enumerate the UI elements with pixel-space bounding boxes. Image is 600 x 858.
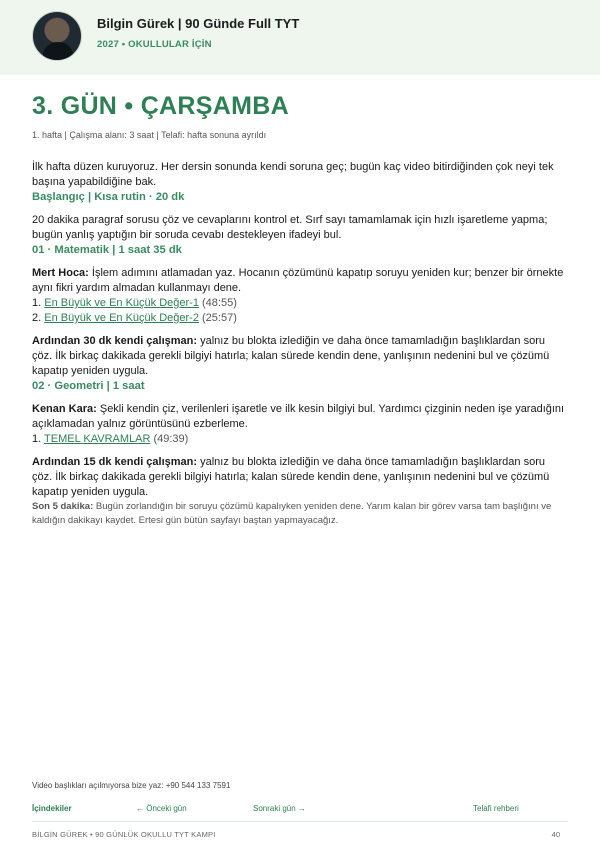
video-number: 2. [32,312,42,324]
video-number: 1. [32,297,42,309]
brand-title: Bilgin Gürek | 90 Günde Full TYT [97,16,300,31]
video-list-matematik [32,296,568,326]
footer-divider [32,821,568,822]
teacher-name: Kenan Kara: [32,403,97,415]
contact-note: Video başlıkları açılmıyorsa bize yaz: +90 544 133 7591 [32,781,231,790]
video-number: 1. [32,433,42,445]
day-meta: 1. hafta | Çalışma alanı: 3 saat | Telafi: hafta sonuna ayrıldı [32,130,267,140]
day-content [32,160,568,528]
self-study-note-geometri [32,455,568,500]
teacher-note-matematik [32,266,568,296]
page-navigation [32,804,568,816]
next-day-link[interactable]: Sonraki gün → [253,804,306,813]
video-item [32,296,568,311]
self-study-label: Ardından 30 dk kendi çalışman: [32,335,198,347]
video-link[interactable]: En Büyük ve En Küçük Değer-2 [44,312,199,324]
warmup-heading: Başlangıç | Kısa rutin · 20 dk [32,191,185,203]
warmup-text: 20 dakika paragraf sorusu çöz ve cevaplarını kontrol et. Sırf sayı tamamlamak için hızlı işaretleme yapma; bugün yanlış yaptığın bir soruda cevabı destekleyen ifadeyi bul. [32,214,548,241]
video-item [32,432,568,447]
teacher-name: Mert Hoca: [32,267,89,279]
self-study-label: Ardından 15 dk kendi çalışman: [32,456,198,468]
video-link[interactable]: TEMEL KAVRAMLAR [44,433,151,445]
page-header [0,0,600,75]
footer-title: BİLGİN GÜREK • 90 GÜNLÜK OKULLU TYT KAMPI [32,830,216,839]
teacher-note-geometri [32,402,568,432]
video-duration: (49:39) [153,433,189,445]
author-avatar [32,11,82,61]
last-five-text: Bugün zorlandığın bir soruyu çözümü kapalıyken yeniden dene. Yarım kalan bir görev varsa tam başlığını ve kaldığın dakikayı kaydet. Ertesi gün bütün sayfayı baştan yapmayacağız. [32,501,552,526]
section-heading-matematik: 01 · Matematik | 1 saat 35 dk [32,244,182,256]
last-five-minutes-note [32,500,568,528]
video-duration: (25:57) [202,312,237,324]
toc-link[interactable]: İçindekiler [32,804,72,813]
intro-text: İlk hafta düzen kuruyoruz. Her dersin sonunda kendi soruna geç; bugün kaç video bitirdiğinden çok neyi tek başına yapabildiğine bak. [32,161,554,188]
teacher-note-text: İşlem adımını atlamadan yaz. Hocanın çözümünü kapatıp soruyu yeniden kur; benzer bir örnekte aynı fikri yardım almadan kullanmayı dene. [32,267,564,294]
self-study-text: yalnız bu blokta izlediğin ve daha önce tamamladığın başlıklardan soru çöz. İlk birkaç dakikada gerekli bilgiyi hatırla; kalan sürede kendin dene, yanlışının nedenini bul ve çözümü kapatıp yeniden uygula. [32,335,550,377]
video-link[interactable]: En Büyük ve En Küçük Değer-1 [44,297,199,309]
self-study-text: yalnız bu blokta izlediğin ve daha önce tamamladığın başlıklardan soru çöz. İlk birkaç dakikada gerekli bilgiyi hatırla; kalan sürede kendin dene, yanlışının nedenini bul ve çözümü kapatıp yeniden uygula. [32,456,550,498]
brand-subtitle: 2027 • OKULLULAR İÇİN [97,39,212,50]
makeup-guide-link[interactable]: Telafi rehberi [473,804,519,813]
last-five-label: Son 5 dakika: [32,501,94,512]
section-heading-geometri: 02 · Geometri | 1 saat [32,380,145,392]
day-title: 3. GÜN • ÇARŞAMBA [32,92,289,120]
video-item [32,311,568,326]
page-number: 40 [551,830,560,839]
video-list-geometri [32,432,568,447]
previous-day-link[interactable]: ← Önceki gün [136,804,187,813]
self-study-note-matematik [32,334,568,379]
teacher-note-text: Şekli kendin çiz, verilenleri işaretle ve ilk kesin bilgiyi bul. Yardımcı çizginin neden işe yaradığını açıklamadan yalnız görüntüsünü ezberleme. [32,403,565,430]
video-duration: (48:55) [202,297,237,309]
